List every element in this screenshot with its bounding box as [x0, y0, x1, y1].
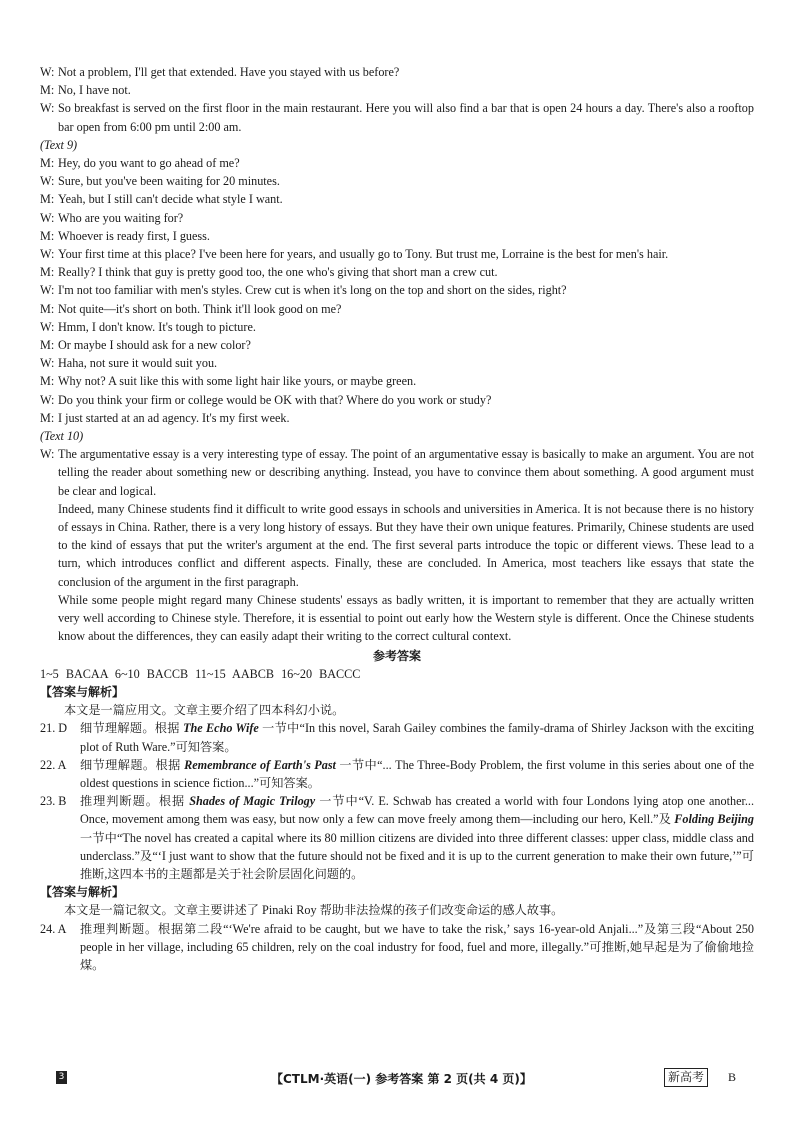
speaker: M: [40, 83, 55, 98]
utterance: Not quite—it's short on both. Think it'll look good on me? [58, 301, 342, 316]
page-footer [56, 1068, 764, 1090]
book-title: Shades of Magic Trilogy [189, 794, 316, 809]
book-title: The Echo Wife [183, 721, 259, 736]
speaker: W: [40, 174, 55, 189]
utterance: Why not? A suit like this with some light hair like yours, or maybe green. [58, 374, 417, 389]
exam-tag: 新高考 [664, 1068, 708, 1087]
dialogue-line [40, 300, 754, 318]
utterance: Hey, do you want to go ahead of me? [58, 156, 240, 171]
question-number: 21. D [40, 721, 68, 736]
utterance: Your first time at this place? I've been here for years, and usually go to Tony. But trust me, Lorraine is the best for men's hair. [58, 247, 669, 262]
utterance: Sure, but you've been waiting for 20 minutes. [58, 174, 280, 189]
utterance: Do you think your firm or college would be OK with that? Where do you work or study? [58, 392, 492, 407]
dialogue-line [40, 409, 754, 427]
speaker: W: [40, 101, 55, 116]
speaker: M: [40, 192, 55, 207]
text10-paragraph-2: Indeed, many Chinese students find it difficult to write good essays in schools and universities in America. It is not because there is no history of essays in China. Rather, there is a very long history of essays. But they have their own unique features. Primarily, Chinese students are used to the kind of essays that put the writer's argument at the end. The first several parts introduce the topic or different views. These lead to a turn, which introduces conflict and different aspects. Finally, these are concluded. In America, most teachers like essays that state the conclusion of the argument in the first paragraph. [58, 501, 754, 589]
book-title: Remembrance of Earth's Past [184, 757, 336, 772]
dialogue-line [40, 354, 754, 372]
section-title-2: 【答案与解析】 [40, 885, 125, 900]
speaker: M: [40, 374, 55, 389]
speaker: M: [40, 265, 55, 280]
speaker: W: [40, 356, 55, 371]
book-title: Folding Beijing [674, 812, 755, 827]
question-24: 24. A 推理判断题。根据第二段“‘We're afraid to be caught, but we have to take the risk,’ says 16-year-old Anjali...”及第三段“About 250 people in her village, including 65 children, rely on the coal industry for food, fuel and more, illegally.”可推断,她早起是为了偷偷地捡煤。 [40, 920, 754, 975]
question-22: 22. A 细节理解题。根据 Remembrance of Earth's Past 一节中“... The Three-Body Problem, the first volume in this series about one of the oldest questions in science fiction...”可知答案。 [40, 756, 754, 792]
speaker: M: [40, 338, 55, 353]
question-number: 24. A [40, 921, 67, 936]
section-summary-1: 本文是一篇应用文。文章主要介绍了四本科幻小说。 [64, 703, 345, 718]
footer-title: 【CTLM·英语(一) 参考答案 第 2 页(共 4 页)】 [271, 1072, 532, 1086]
speaker: M: [40, 410, 55, 425]
speaker: W: [40, 392, 55, 407]
text9-label: (Text 9) [40, 137, 78, 152]
dialogue-line [40, 81, 754, 99]
dialogue-line [40, 391, 754, 409]
speaker: W: [40, 319, 55, 334]
dialogue-line [40, 336, 754, 354]
dialogue-line [40, 209, 754, 227]
utterance: Hmm, I don't know. It's tough to picture. [58, 319, 256, 334]
text10-label: (Text 10) [40, 429, 84, 444]
document-body [40, 63, 754, 974]
utterance: I'm not too familiar with men's styles. Crew cut is when it's long on the top and short on the sides, right? [58, 283, 567, 298]
dialogue-line [40, 245, 754, 263]
utterance: Whoever is ready first, I guess. [58, 228, 210, 243]
page-box: 3 [56, 1071, 67, 1084]
dialogue-block-text9 [40, 154, 754, 427]
speaker: W: [40, 210, 55, 225]
utterance: Or maybe I should ask for a new color? [58, 338, 251, 353]
speaker: M: [40, 301, 55, 316]
utterance: Really? I think that guy is pretty good too, the one who's giving that short man a crew cut. [58, 265, 498, 280]
text10-monologue [40, 445, 754, 645]
speaker: W: [40, 247, 55, 262]
text10-paragraph-3: While some people might regard many Chinese students' essays as badly written, it is important to remember that they are actually written very well according to Chinese style. Therefore, it is essential to point out early how the Western style is different. Once the Chinese students know about the differences, they can easily adapt their writing to the correct cultural context. [58, 592, 754, 644]
answer-heading: 参考答案 [372, 648, 421, 663]
answer-key: 1~5 BACAA 6~10 BACCB 11~15 AABCB 16~20 BACCC [40, 666, 361, 681]
utterance: So breakfast is served on the first floor in the main restaurant. Here you will also find a bar that is open 24 hours a day. There's also a rooftop bar open from 6:00 pm until 2:00 am. [58, 101, 754, 134]
dialogue-line [40, 281, 754, 299]
dialogue-line [40, 154, 754, 172]
utterance: Yeah, but I still can't decide what style I want. [58, 192, 283, 207]
dialogue-line [40, 172, 754, 190]
text10-paragraph-1: The argumentative essay is a very interesting type of essay. The point of an argumentative essay is basically to make an argument. You are not telling the reader about something new or describing anything. Instead, you have to convince them about something. A good argument must be clear and logical. [58, 447, 754, 498]
utterance: Who are you waiting for? [58, 210, 184, 225]
dialogue-line [40, 318, 754, 336]
dialogue-line [40, 372, 754, 390]
question-23: 23. B 推理判断题。根据 Shades of Magic Trilogy 一节中“V. E. Schwab has created a world with four Londons lying atop one another... Once, movement among them was easy, but now only a few can move freely among them—including our hero, Kell.”及 Folding Beijing 一节中“The novel has created a capital where its 80 million citizens are divided into three different classes: upper class, middle class and underclass.”及“‘I just want to show that the future should not be fixed and it is up to the current generation to make their own future,’”可推断,这四本书的主题都是关于社会阶层固化问题的。 [40, 792, 754, 883]
utterance: Not a problem, I'll get that extended. Have you stayed with us before? [58, 65, 400, 79]
dialogue-line [40, 63, 754, 81]
dialogue-line [40, 190, 754, 208]
dialogue-line [40, 99, 754, 135]
dialogue-block-text8-end [40, 63, 754, 136]
speaker: M: [40, 228, 55, 243]
version-letter: B [728, 1070, 737, 1084]
dialogue-line [40, 227, 754, 245]
utterance: Haha, not sure it would suit you. [58, 356, 218, 371]
section-summary-2: 本文是一篇记叙文。文章主要讲述了 Pinaki Roy 帮助非法捡煤的孩子们改变命运的感人故事。 [64, 903, 564, 918]
question-number: 23. B [40, 794, 67, 809]
speaker: W: [40, 65, 55, 79]
utterance: I just started at an ad agency. It's my first week. [58, 410, 290, 425]
dialogue-line [40, 263, 754, 281]
question-21: 21. D 细节理解题。根据 The Echo Wife 一节中“In this novel, Sarah Gailey combines the family-drama of Shirley Jackson with the exciting plot of Ruth Ware.”可知答案。 [40, 719, 754, 755]
question-number: 22. A [40, 757, 67, 772]
utterance: No, I have not. [58, 83, 131, 98]
speaker: M: [40, 156, 55, 171]
section-title-1: 【答案与解析】 [40, 684, 125, 699]
speaker: W: [40, 447, 55, 462]
speaker: W: [40, 283, 55, 298]
